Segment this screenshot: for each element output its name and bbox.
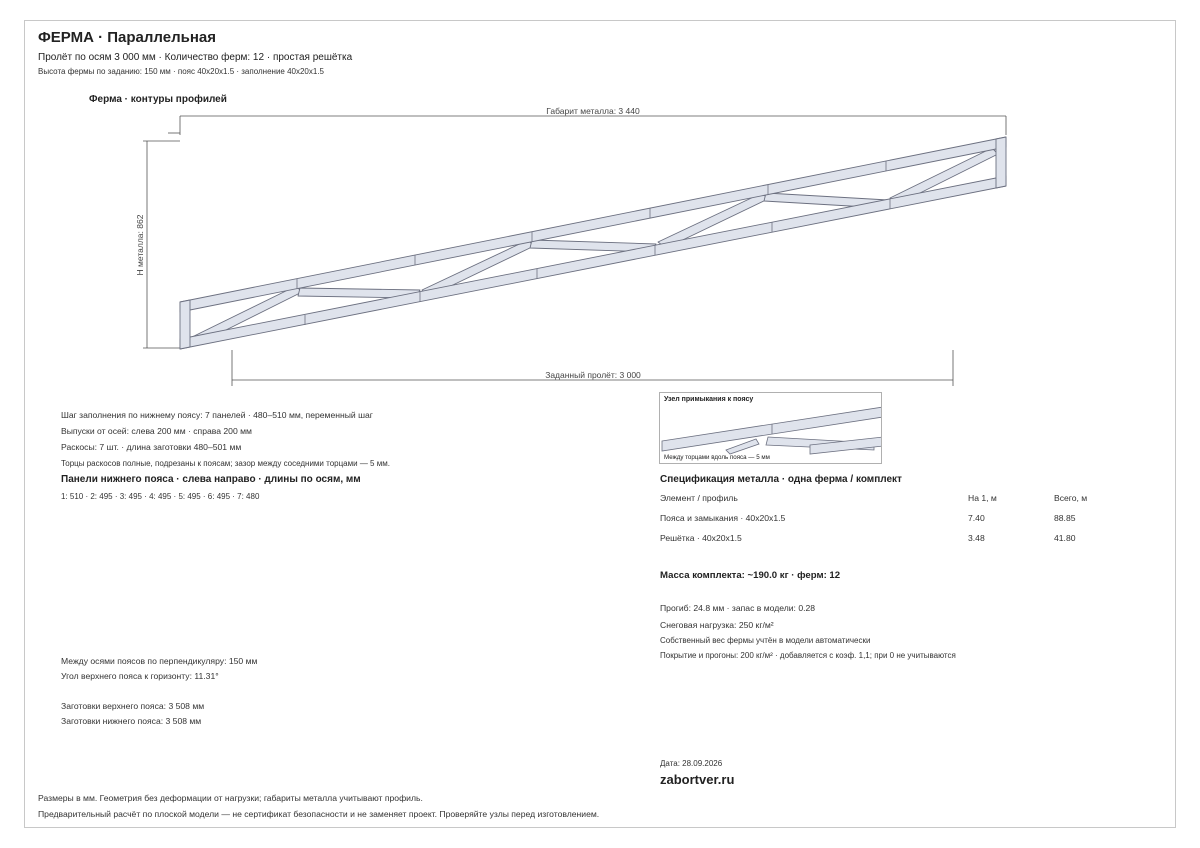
- page-title: ФЕРМА · Параллельная: [38, 29, 217, 46]
- footer-note-dimensions: Размеры в мм. Геометрия без деформации от нагрузки; габариты металла учитывают профиль.: [38, 793, 423, 803]
- load-snow: Снеговая нагрузка: 250 кг/м²: [660, 620, 774, 630]
- panels-title: Панели нижнего пояса · слева направо · длины по осям, мм: [61, 474, 361, 485]
- inset-bottom-chord: [810, 437, 882, 454]
- spec-row-web-total: 41.80: [1054, 533, 1076, 543]
- spec-row-web-per-one: 3.48: [968, 533, 985, 543]
- panel-item: 4: 495: [149, 492, 172, 501]
- info-fill-step: Шаг заполнения по нижнему поясу: 7 панелей · 480–510 мм, переменный шаг: [61, 410, 373, 420]
- spec-header-element: Элемент / профиль: [660, 493, 738, 503]
- info-braces: Раскосы: 7 шт. · длина заготовки 480–501 мм: [61, 442, 242, 452]
- load-selfweight: Собственный вес фермы учтён в модели автоматически: [660, 636, 871, 645]
- spec-row-web-name: Решётка · 40х20х1.5: [660, 533, 742, 543]
- drawing-caption: Ферма · контуры профилей: [89, 94, 227, 105]
- geom-top-angle: Угол верхнего пояса к горизонту: 11.31°: [61, 671, 219, 681]
- dim-overall-label: Габарит металла: 3 440: [546, 106, 640, 116]
- node-detail-inset: [659, 392, 882, 464]
- spec-title: Спецификация металла · одна ферма / комплект: [660, 474, 902, 485]
- footer-note-disclaimer: Предварительный расчёт по плоской модели — не сертификат безопасности и не заменяет проект. Проверяйте узлы перед изготовлением.: [38, 809, 600, 819]
- geom-bottom-blanks: Заготовки нижнего пояса: 3 508 мм: [61, 716, 202, 726]
- spec-header-per-one: На 1, м: [968, 493, 997, 503]
- panel-item: 7: 480: [237, 492, 260, 501]
- info-brace-ends: Торцы раскосов полные, подрезаны к поясам; зазор между соседними торцами — 5 мм.: [61, 459, 390, 468]
- spec-row-chords-total: 88.85: [1054, 513, 1076, 523]
- load-deflection: Прогиб: 24.8 мм · запас в модели: 0.28: [660, 603, 816, 613]
- spec-row-chords-name: Пояса и замыкания · 40х20х1.5: [660, 513, 786, 523]
- panel-item: 5: 495: [178, 492, 201, 501]
- truss-top-chord: [180, 137, 1006, 312]
- panel-item: 2: 495: [90, 492, 113, 501]
- inset-title: Узел примыкания к поясу: [664, 396, 754, 403]
- geom-chord-spacing: Между осями поясов по перпендикуляру: 150 мм: [61, 656, 258, 666]
- inset-caption: Между торцами вдоль пояса — 5 мм: [664, 454, 770, 461]
- truss-bottom-chord: [180, 176, 1006, 349]
- spec-row-chords-per-one: 7.40: [968, 513, 985, 523]
- page-subtitle: Пролёт по осям 3 000 мм · Количество ферм: 12 · простая решётка: [38, 52, 353, 63]
- panel-item: 3: 495: [119, 492, 142, 501]
- spec-header-total: Всего, м: [1054, 493, 1088, 503]
- truss-end-closure-left: [180, 300, 190, 349]
- dimension-lines: [143, 116, 1006, 386]
- info-overhangs: Выпуски от осей: слева 200 мм · справа 200 мм: [61, 426, 252, 436]
- dim-span-label: Заданный пролёт: 3 000: [545, 370, 641, 380]
- panel-item: 6: 495: [207, 492, 231, 501]
- footer-site: zabortver.ru: [660, 772, 735, 787]
- load-roofing: Покрытие и прогоны: 200 кг/м² · добавляется с коэф. 1,1; при 0 не учитываются: [660, 651, 956, 660]
- spec-mass: Масса комплекта: ~190.0 кг · ферм: 12: [660, 570, 841, 581]
- truss-members: [180, 137, 1006, 349]
- footer-date: Дата: 28.09.2026: [660, 759, 723, 768]
- inset-diagonal: [726, 439, 759, 454]
- page-note: Высота фермы по заданию: 150 мм · пояс 40х20х1.5 · заполнение 40х20х1.5: [38, 67, 324, 76]
- dim-height-label: Н металла: 862: [135, 214, 145, 276]
- panels-list: 1: 510 · 2: 495 · 3: 495 · 4: 495 · 5: 495 · 6: 495 · 7: 480: [61, 492, 260, 501]
- geom-top-blanks: Заготовки верхнего пояса: 3 508 мм: [61, 701, 205, 711]
- truss-end-closure-right: [996, 137, 1006, 188]
- panel-item: 1: 510: [61, 492, 84, 501]
